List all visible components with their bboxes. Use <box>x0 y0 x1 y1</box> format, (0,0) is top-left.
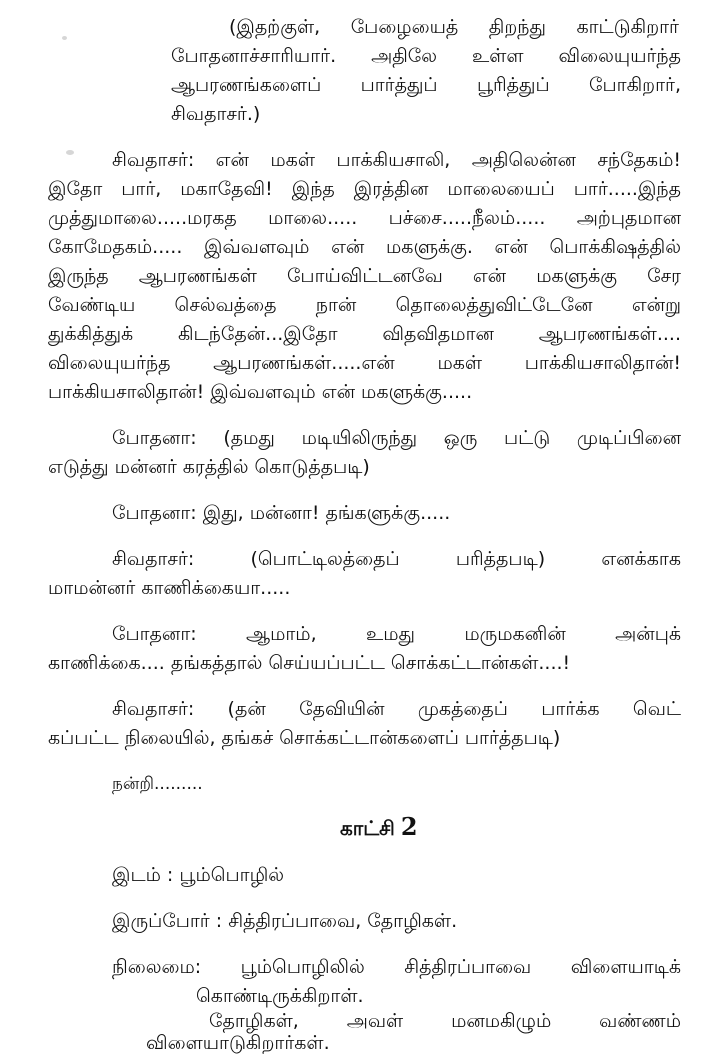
dialogue-line: காணிக்கை.... தங்கத்தால் செய்யப்பட்ட சொக்கட்டான்கள்....! <box>48 652 571 674</box>
dialogue-line: இருந்த ஆபரணங்கள் போய்விட்டனவே என் மகளுக்கு சேர <box>48 265 681 287</box>
closing-line: விளையாடுகிறார்கள். <box>146 1032 330 1054</box>
dialogue-line: இதோ பார், மகாதேவி! இந்த இரத்தின மாலையைப் பார்.....இந்த <box>48 178 681 200</box>
dialogue-line: கோமேதகம்..... இவ்வளவும் என் மகளுக்கு. என் பொக்கிஷத்தில் <box>48 236 681 258</box>
scan-speck <box>62 36 67 40</box>
scene-label: காட்சி <box>340 816 395 840</box>
place-line: இடம் : பூம்பொழில் <box>112 864 285 886</box>
dialogue-line: சிவதாசர்: (தன் தேவியின் முகத்தைப் பார்க்க வெட் <box>112 698 681 720</box>
stage-direction-line: சிவதாசர்.) <box>171 103 261 125</box>
dialogue-line: துக்கித்துக் கிடந்தேன்...இதோ விதவிதமான ஆபரணங்கள்.... <box>48 323 681 345</box>
dialogue-line: எடுத்து மன்னர் கரத்தில் கொடுத்தபடி) <box>48 456 370 478</box>
stage-direction-line: போதனாச்சாரியார். அதிலே உள்ள விலையுயர்ந்த <box>171 45 681 67</box>
scan-speck <box>66 150 74 155</box>
dialogue-line: சிவதாசர்: என் மகள் பாக்கியசாலி, அதிலென்ன சந்தேகம்! <box>112 149 681 171</box>
scene-number: 2 <box>400 812 418 841</box>
dialogue-line: கப்பட்ட நிலையில், தங்கச் சொக்கட்டான்களைப் பார்த்தபடி) <box>48 727 561 749</box>
stage-direction-line: (இதற்குள், பேழையைத் திறந்து காட்டுகிறார் <box>229 16 679 38</box>
dialogue-line: போதனா: ஆமாம், உமது மருமகனின் அன்புக் <box>112 623 681 645</box>
closing-line: தோழிகள், அவள் மனமகிழும் வண்ணம் <box>209 1010 681 1032</box>
dialogue-line: போதனா: (தமது மடியிலிருந்து ஒரு பட்டு முடிப்பினை <box>112 427 681 449</box>
dialogue-line: போதனா: இது, மன்னா! தங்களுக்கு..... <box>112 502 451 524</box>
situation-line: கொண்டிருக்கிறாள். <box>196 985 364 1007</box>
scene-heading <box>340 814 418 841</box>
dialogue-line: விலையுயர்ந்த ஆபரணங்கள்.....என் மகள் பாக்கியசாலிதான்! <box>48 352 681 374</box>
stage-direction-line: ஆபரணங்களைப் பார்த்துப் பூரித்துப் போகிறார், <box>171 74 681 96</box>
dialogue-line: சிவதாசர்: (பொட்டிலத்தைப் பரித்தபடி) எனக்காக <box>112 548 681 570</box>
situation-line: நிலைமை: பூம்பொழிலில் சித்திரப்பாவை விளையாடிக் <box>112 956 681 978</box>
dialogue-line: வேண்டிய செல்வத்தை நான் தொலைத்துவிட்டேனே என்று <box>48 294 681 316</box>
dialogue-line: பாக்கியசாலிதான்! இவ்வளவும் என் மகளுக்கு..... <box>48 381 473 403</box>
dialogue-line: முத்துமாலை.....மரகத மாலை..... பச்சை.....நீலம்..... அற்புதமான <box>48 207 681 229</box>
dialogue-line: மாமன்னர் காணிக்கையா..... <box>48 577 291 599</box>
present-line: இருப்போர் : சித்திரப்பாவை, தோழிகள். <box>112 910 458 932</box>
thanks-line: நன்றி......... <box>112 774 203 794</box>
